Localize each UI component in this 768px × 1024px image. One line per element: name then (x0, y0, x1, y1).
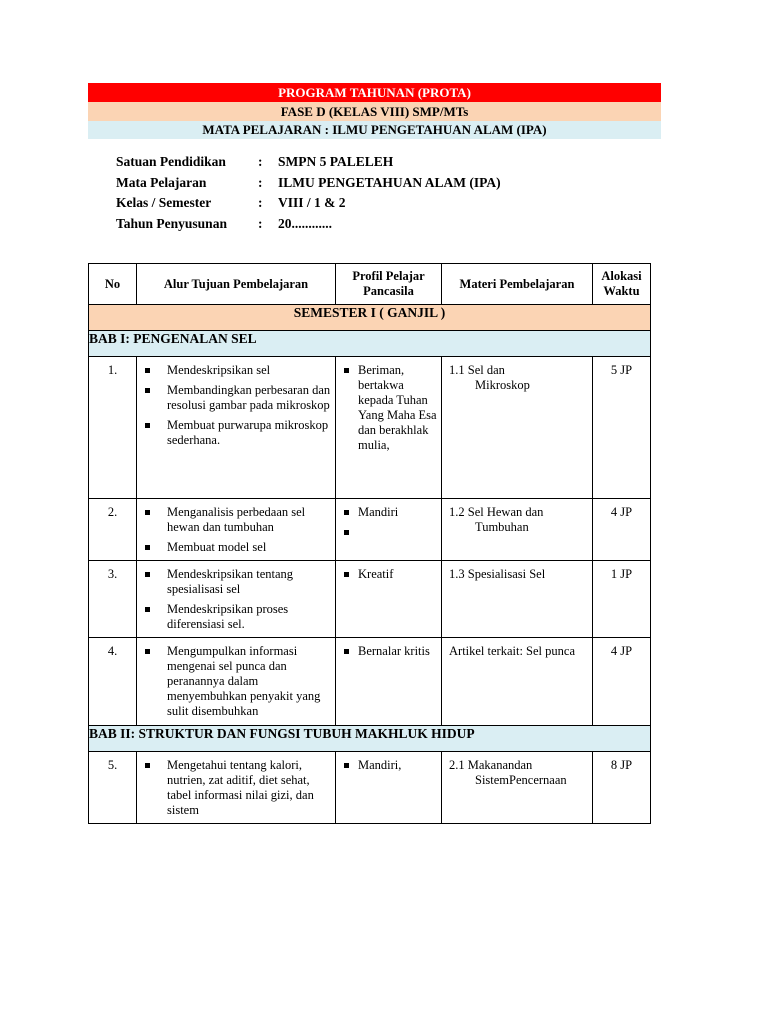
header-alokasi: Alokasi Waktu (593, 264, 651, 305)
list-item: Membuat model sel (137, 540, 335, 555)
list-item: Beriman, bertakwa kepada Tuhan Yang Maha Esa dan berakhlak mulia, (336, 363, 441, 453)
list-item: Mengumpulkan informasi mengenai sel punca dan peranannya dalam menyembuhkan penyakit yang sulit disembuhkan (137, 644, 335, 719)
title-banner: PROGRAM TAHUNAN (PROTA) (88, 83, 661, 102)
bab-row: BAB I: PENGENALAN SEL (89, 331, 651, 357)
table-row: 5. Mengetahui tentang kalori, nutrien, zat aditif, diet sehat, tabel informasi nilai gizi, dan sistem Mandiri, 2.1 Makanandan SistemPencernaan 8 JP (89, 752, 651, 824)
fase-banner: FASE D (KELAS VIII) SMP/MTs (88, 102, 661, 121)
info-row: Mata Pelajaran : ILMU PENGETAHUAN ALAM (IPA) (116, 174, 501, 190)
list-item: Bernalar kritis (336, 644, 441, 659)
table-header (89, 264, 651, 305)
list-item: Kreatif (336, 567, 441, 582)
list-item: Mendeskripsikan sel (137, 363, 335, 378)
header-materi: Materi Pembelajaran (442, 264, 593, 305)
semester-row: SEMESTER I ( GANJIL ) (89, 305, 651, 331)
bab-row: BAB II: STRUKTUR DAN FUNGSI TUBUH MAKHLUK HIDUP (89, 726, 651, 752)
list-item: Mandiri, (336, 758, 441, 773)
info-row: Satuan Pendidikan : SMPN 5 PALELEH (116, 154, 394, 169)
table-row: 3. Mendeskripsikan tentang spesialisasi sel Mendeskripsikan proses diferensiasi sel. Kreatif 1.3 Spesialisasi Sel 1 JP (89, 561, 651, 638)
header-profil: Profil Pelajar Pancasila (336, 264, 442, 305)
list-item: Mandiri (336, 505, 441, 520)
table-row: 4. Mengumpulkan informasi mengenai sel punca dan peranannya dalam menyembuhkan penyakit yang sulit disembuhkan Bernalar kritis Artikel terkait: Sel punca 4 JP (89, 638, 651, 726)
info-row: Tahun Penyusunan : 20............ (116, 215, 332, 231)
list-item: Menganalisis perbedaan sel hewan dan tumbuhan (137, 505, 335, 535)
list-item: Membandingkan perbesaran dan resolusi gambar pada mikroskop (137, 383, 335, 413)
table-row: 1. Mendeskripsikan sel Membandingkan perbesaran dan resolusi gambar pada mikroskop Membuat purwarupa mikroskop sederhana. Beriman, bertakwa kepada Tuhan Yang Maha Esa dan berakhlak mulia, 1.1 Sel dan Mikroskop 5 JP (89, 357, 651, 499)
info-block (116, 152, 501, 234)
list-item: Mendeskripsikan tentang spesialisasi sel (137, 567, 335, 597)
header-atp: Alur Tujuan Pembelajaran (137, 264, 336, 305)
mapel-banner: MATA PELAJARAN : ILMU PENGETAHUAN ALAM (IPA) (88, 121, 661, 139)
list-item: Mengetahui tentang kalori, nutrien, zat aditif, diet sehat, tabel informasi nilai gizi, dan sistem (137, 758, 335, 818)
prota-table (88, 263, 651, 824)
info-row: Kelas / Semester : VIII / 1 & 2 (116, 195, 346, 210)
header-no: No (89, 264, 137, 305)
table-row: 2. Menganalisis perbedaan sel hewan dan tumbuhan Membuat model sel Mandiri 1.2 Sel Hewan dan Tumbuhan 4 JP (89, 499, 651, 561)
list-item (336, 525, 441, 540)
list-item: Mendeskripsikan proses diferensiasi sel. (137, 602, 335, 632)
list-item: Membuat purwarupa mikroskop sederhana. (137, 418, 335, 448)
